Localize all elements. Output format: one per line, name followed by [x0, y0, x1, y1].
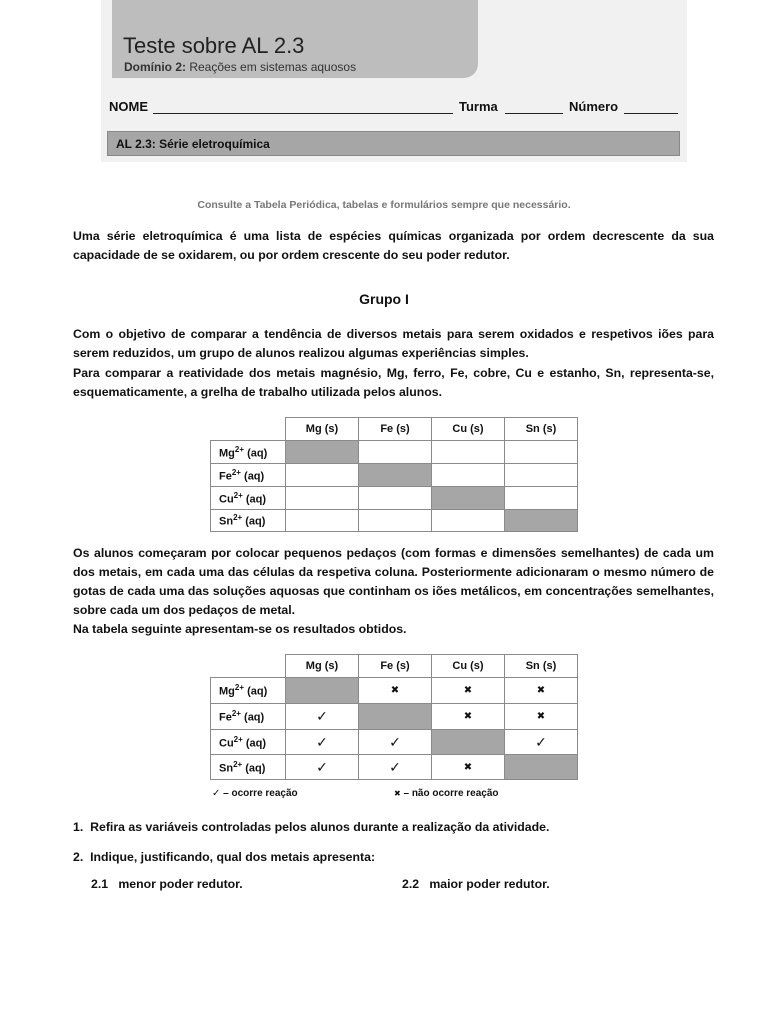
- grid-cell: [505, 487, 578, 510]
- results-intro: Na tabela seguinte apresentam-se os resultados obtidos.: [73, 622, 407, 636]
- col-header: Sn (s): [505, 418, 578, 441]
- result-cell: ✖: [505, 678, 578, 704]
- result-cell: ✖: [359, 678, 432, 704]
- method-paragraph: Os alunos começaram por colocar pequenos pedaços (com formas e dimensões semelhantes) de cada um dos metais, em cada uma das células da respetiva coluna. Posteriormente adicionaram o mesmo número de gotas de cada uma das soluções aquosas que continham os iões metálicos, em concentrações semelhantes, sobre cada um dos pedaços de metal.: [73, 546, 714, 617]
- numero-field[interactable]: [624, 113, 678, 114]
- ion-symbol: Mg: [219, 685, 235, 698]
- check-icon: ✓: [212, 788, 221, 799]
- question-number: 2.: [73, 850, 84, 864]
- ion-charge: 2+: [233, 759, 243, 769]
- result-cell: [286, 678, 359, 704]
- result-cell: ✓: [359, 755, 432, 780]
- ion-charge: 2+: [233, 490, 243, 500]
- ion-state: (aq): [242, 737, 267, 750]
- result-cell: ✓: [286, 730, 359, 755]
- ion-charge: 2+: [231, 467, 241, 477]
- question-2: [73, 850, 375, 864]
- col-header: Cu (s): [432, 655, 505, 678]
- grid-cell: [432, 510, 505, 532]
- group-title: Grupo I: [359, 291, 409, 307]
- result-cell: ✖: [432, 755, 505, 780]
- question-text: maior poder redutor.: [429, 877, 550, 891]
- grid-cell: [359, 441, 432, 464]
- col-header: Sn (s): [505, 655, 578, 678]
- corner-cell: [211, 418, 286, 441]
- result-cell: ✓: [286, 755, 359, 780]
- ion-charge: 2+: [234, 444, 245, 454]
- grid-cell: [359, 487, 432, 510]
- col-header: Fe (s): [359, 418, 432, 441]
- grid-cell: [505, 441, 578, 464]
- result-cell: ✖: [432, 678, 505, 704]
- row-label: [211, 464, 286, 487]
- ion-state: (aq): [240, 711, 265, 724]
- row-label: [211, 730, 286, 755]
- col-header: Fe (s): [359, 655, 432, 678]
- question-text: menor poder redutor.: [118, 877, 243, 891]
- grid-cell: [286, 441, 359, 464]
- domain-text: Reações em sistemas aquosos: [186, 60, 357, 74]
- legend-cross-text: – não ocorre reação: [400, 788, 499, 799]
- group-paragraph-2: Para comparar a reatividade dos metais magnésio, Mg, ferro, Fe, cobre, Cu e estanho, Sn, representa-se, esquematicamente, a grelha de trabalho utilizada pelos alunos.: [73, 366, 714, 399]
- numero-label: Número: [569, 99, 619, 114]
- question-2-2: [402, 877, 550, 891]
- result-cell: [505, 755, 578, 780]
- result-cell: ✓: [359, 730, 432, 755]
- grid-cell: [286, 464, 359, 487]
- ion-symbol: Cu: [219, 737, 234, 750]
- row-label: [211, 441, 286, 464]
- ion-charge: 2+: [233, 734, 243, 744]
- group-paragraph-1: Com o objetivo de comparar a tendência de diversos metais para serem oxidados e respetivos iões para serem reduzidos, um grupo de alunos realizou algumas experiências simples.: [73, 327, 714, 360]
- question-text: Indique, justificando, qual dos metais apresenta:: [90, 850, 376, 864]
- turma-label: Turma: [459, 99, 498, 114]
- ion-charge: 2+: [233, 513, 243, 523]
- ion-charge: 2+: [234, 683, 245, 693]
- al-section-bar: AL 2.3: Série eletroquímica: [107, 131, 680, 156]
- question-number: 2.1: [91, 877, 109, 891]
- ion-symbol: Cu: [219, 493, 234, 506]
- ion-charge: 2+: [231, 709, 241, 719]
- grid-cell: [432, 487, 505, 510]
- ion-symbol: Sn: [219, 762, 234, 775]
- corner-cell: [211, 655, 286, 678]
- ion-state: (aq): [244, 447, 268, 460]
- question-text: Refira as variáveis controladas pelos alunos durante a realização da atividade.: [90, 820, 550, 834]
- result-cell: ✓: [505, 730, 578, 755]
- col-header: Cu (s): [432, 418, 505, 441]
- ion-symbol: Sn: [219, 515, 234, 528]
- ion-symbol: Fe: [219, 711, 232, 724]
- consult-note: Consulte a Tabela Periódica, tabelas e formulários sempre que necessário.: [197, 199, 571, 211]
- row-label: [211, 704, 286, 730]
- row-label: [211, 755, 286, 780]
- grid-cell: [505, 464, 578, 487]
- results-table: [210, 654, 578, 780]
- row-label: [211, 510, 286, 532]
- col-header: Mg (s): [286, 655, 359, 678]
- result-cell: ✖: [432, 704, 505, 730]
- question-number: 1.: [73, 820, 84, 834]
- grid-cell: [286, 510, 359, 532]
- result-cell: [359, 704, 432, 730]
- grid-cell: [432, 464, 505, 487]
- ion-symbol: Fe: [219, 470, 232, 483]
- nome-label: NOME: [109, 99, 148, 114]
- work-grid-table: [210, 417, 578, 532]
- row-label: [211, 487, 286, 510]
- ion-state: (aq): [244, 685, 268, 698]
- ion-state: (aq): [242, 493, 267, 506]
- domain-subtitle: [124, 60, 356, 74]
- row-label: [211, 678, 286, 704]
- col-header: Mg (s): [286, 418, 359, 441]
- ion-state: (aq): [242, 515, 266, 528]
- grid-cell: [359, 464, 432, 487]
- ion-symbol: Mg: [219, 447, 235, 460]
- grid-cell: [286, 487, 359, 510]
- question-number: 2.2: [402, 877, 420, 891]
- result-cell: ✓: [286, 704, 359, 730]
- result-cell: [432, 730, 505, 755]
- ion-state: (aq): [240, 470, 265, 483]
- turma-field[interactable]: [505, 113, 563, 114]
- ion-state: (aq): [242, 762, 266, 775]
- intro-paragraph: Uma série eletroquímica é uma lista de espécies químicas organizada por ordem decrescente da sua capacidade de se oxidarem, ou por ordem crescente do seu poder redutor.: [73, 229, 714, 262]
- grid-cell: [432, 441, 505, 464]
- legend-check-text: – ocorre reação: [220, 788, 298, 799]
- cross-icon: ✖: [394, 789, 401, 798]
- legend-cross: [394, 788, 499, 799]
- grid-cell: [359, 510, 432, 532]
- question-2-1: [91, 877, 243, 891]
- page-title: Teste sobre AL 2.3: [123, 33, 305, 58]
- legend-check: [212, 788, 298, 799]
- nome-field[interactable]: [153, 113, 453, 114]
- result-cell: ✖: [505, 704, 578, 730]
- domain-label: Domínio 2:: [124, 60, 186, 74]
- grid-cell: [505, 510, 578, 532]
- question-1: [73, 820, 549, 834]
